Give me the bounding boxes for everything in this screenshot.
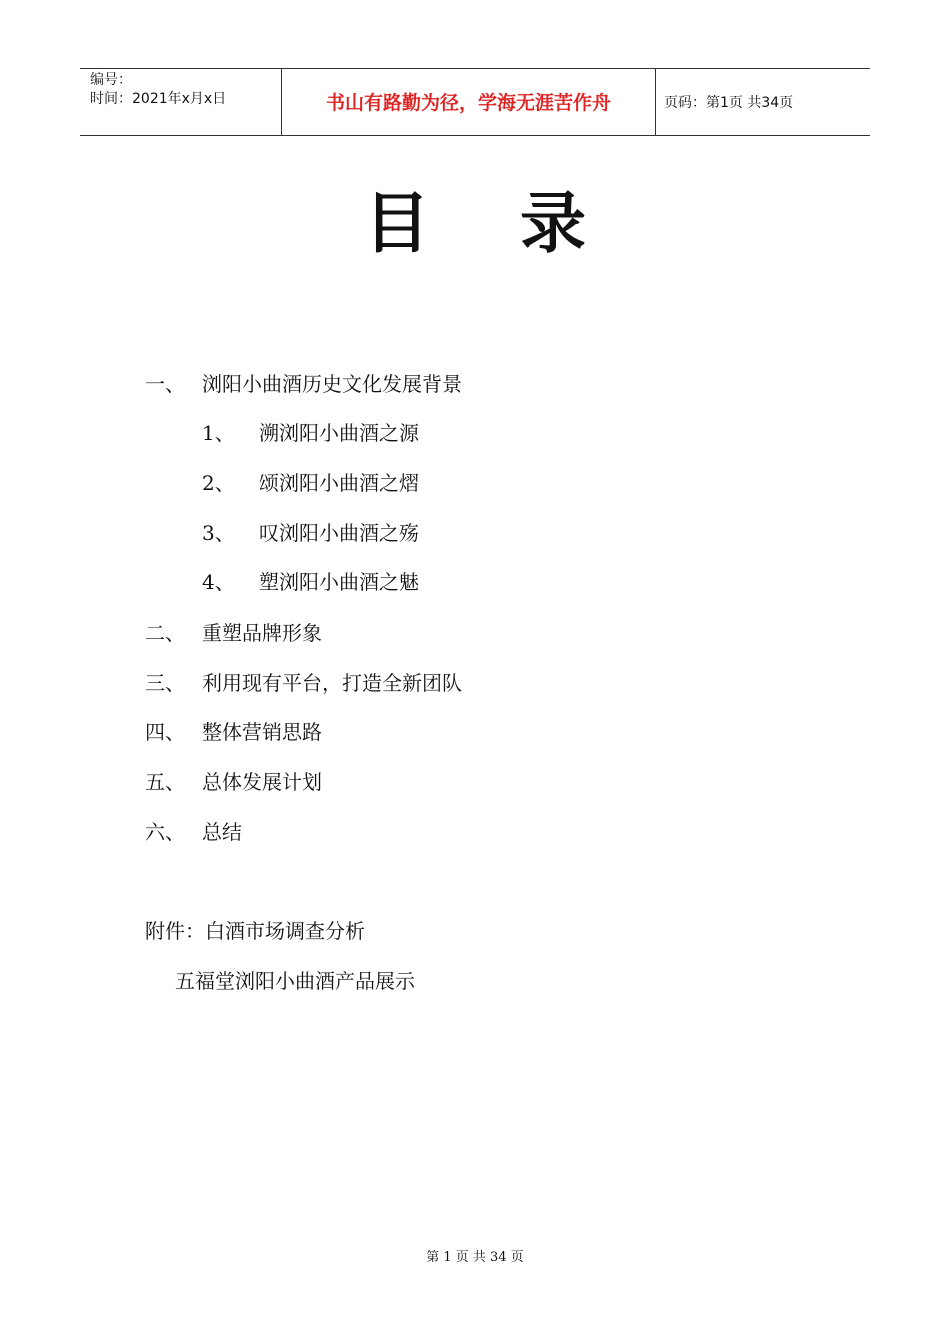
toc-number: 1、: [202, 421, 235, 445]
page-header: [80, 68, 870, 136]
title-char-2: 录: [520, 184, 586, 262]
toc-text: 整体营销思路: [202, 720, 322, 744]
document-number-label: 编号：: [90, 72, 132, 88]
header-motto: 书山有路勤为径，学海无涯苦作舟: [282, 69, 656, 135]
toc-number: 四、: [145, 720, 185, 744]
appendix-line-2: 五福堂浏阳小曲酒产品展示: [175, 969, 415, 993]
page-footer: 第 1 页 共 34 页: [426, 1250, 524, 1265]
header-meta-cell: [80, 69, 282, 135]
toc-number: 4、: [202, 570, 235, 594]
toc-text: 总体发展计划: [202, 770, 322, 794]
appendix-line-1: 附件：白酒市场调查分析: [145, 919, 365, 943]
title-char-1: 目: [364, 184, 430, 262]
toc-text: 颂浏阳小曲酒之熠: [259, 471, 419, 495]
toc-text: 重塑品牌形象: [202, 621, 322, 645]
page-title: [0, 170, 950, 265]
toc-number: 三、: [145, 671, 185, 695]
toc-number: 一、: [145, 372, 185, 396]
toc-number: 二、: [145, 621, 185, 645]
toc-text: 浏阳小曲酒历史文化发展背景: [202, 372, 462, 396]
header-page-info: 页码：第1页 共34页: [664, 95, 794, 111]
toc-text: 叹浏阳小曲酒之殇: [259, 521, 419, 545]
document-date-label: 时间：2021年x月x日: [90, 91, 227, 107]
toc-text: 总结: [202, 820, 242, 844]
toc-number: 五、: [145, 770, 185, 794]
toc-number: 3、: [202, 521, 235, 545]
toc-number: 六、: [145, 820, 185, 844]
toc-text: 利用现有平台，打造全新团队: [202, 671, 462, 695]
toc-text: 溯浏阳小曲酒之源: [259, 421, 419, 445]
toc-text: 塑浏阳小曲酒之魅: [259, 570, 419, 594]
toc-number: 2、: [202, 471, 235, 495]
